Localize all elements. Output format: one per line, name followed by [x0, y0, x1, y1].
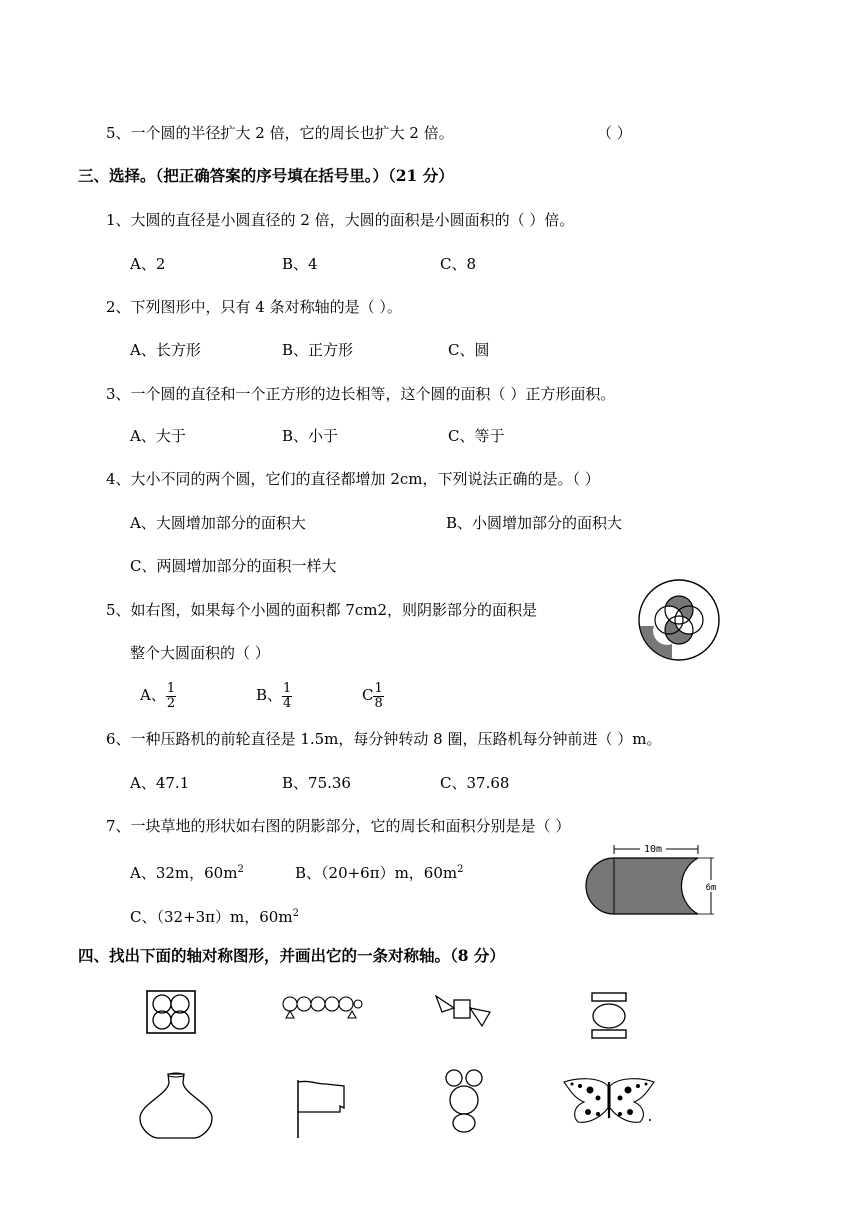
choice-q3-option-b[interactable]: B、小于 — [282, 427, 339, 445]
figure-square-four-circles[interactable] — [146, 990, 198, 1036]
grass-figure-top-label: 10m — [643, 844, 663, 855]
choice-q6-text: 6、一种压路机的前轮直径是 1.5m，每分钟转动 8 圈，压路机每分钟前进（ ）m。 — [106, 730, 662, 748]
choice-q6-option-a[interactable]: A、47.1 — [130, 774, 190, 792]
choice-q5-option-a[interactable]: A、 $\frac{1}{2}$ — [140, 680, 176, 711]
choice-q3-option-a[interactable]: A、大于 — [130, 427, 186, 445]
circles-figure — [636, 580, 722, 660]
choice-q4-option-a[interactable]: A、大圆增加部分的面积大 — [130, 514, 306, 532]
choice-q1-text: 1、大圆的直径是小圆直径的 2 倍，大圆的面积是小圆面积的（ ）倍。 — [106, 211, 575, 229]
choice-q4-text: 4、大小不同的两个圆，它们的直径都增加 2cm，下列说法正确的是。（ ） — [106, 470, 600, 488]
choice-q2-text: 2、下列图形中，只有 4 条对称轴的是（ ）。 — [106, 298, 402, 316]
choice-q2-option-b[interactable]: B、正方形 — [282, 341, 354, 359]
judge-q5-text: 5、一个圆的半径扩大 2 倍，它的周长也扩大 2 倍。 — [106, 124, 454, 142]
choice-q4-option-c[interactable]: C、两圆增加部分的面积一样大 — [130, 557, 337, 575]
figure-arrow-shape[interactable] — [434, 990, 494, 1030]
choice-q5-line1: 5、如右图，如果每个小圆的面积都 7cm2，则阴影部分的面积是 — [106, 601, 538, 619]
choice-q3-text: 3、一个圆的直径和一个正方形的边长相等，这个圆的面积（ ）正方形面积。 — [106, 385, 616, 403]
figure-circle-chain[interactable] — [282, 994, 362, 1024]
choice-q5-option-b[interactable]: B、 $\frac{1}{4}$ — [256, 680, 292, 711]
choice-q1-option-b[interactable]: B、4 — [282, 255, 318, 273]
choice-q1-option-a[interactable]: A、2 — [130, 255, 166, 273]
choice-q5-line2: 整个大圆面积的（ ） — [130, 644, 270, 662]
choice-q2-option-c[interactable]: C、圆 — [448, 341, 490, 359]
figure-butterfly[interactable] — [562, 1076, 656, 1128]
figure-stacked-circles[interactable] — [440, 1068, 490, 1134]
choice-q2-option-a[interactable]: A、长方形 — [130, 341, 201, 359]
choice-q7-text: 7、一块草地的形状如右图的阴影部分，它的周长和面积分别是是（ ） — [106, 817, 571, 835]
choice-q1-option-c[interactable]: C、8 — [440, 255, 477, 273]
choice-q7-option-b[interactable]: B、（20+6π）m，$60m^2$ — [295, 864, 464, 882]
choice-q3-option-c[interactable]: C、等于 — [448, 427, 505, 445]
choice-q5-option-c[interactable]: C $\frac{1}{8}$ — [362, 680, 383, 711]
figure-circle-between-bars[interactable] — [588, 992, 632, 1040]
grass-figure — [576, 840, 726, 920]
choice-q7-option-c[interactable]: C、（32+3π）m，$60m^2$ — [130, 908, 299, 926]
choice-q6-option-c[interactable]: C、37.68 — [440, 774, 510, 792]
choice-q6-option-b[interactable]: B、75.36 — [282, 774, 351, 792]
section-choice-heading: 三、选择。（把正确答案的序号填在括号里。）（21 分） — [78, 166, 454, 185]
figure-vase[interactable] — [136, 1072, 216, 1142]
grass-figure-side-label: 6m — [705, 883, 717, 893]
judge-q5-blank[interactable]: （ ） — [597, 124, 632, 142]
choice-q7-option-a[interactable]: A、32m，$60m^2$ — [130, 864, 244, 882]
section-symmetry-heading: 四、找出下面的轴对称图形，并画出它的一条对称轴。（8 分） — [78, 946, 505, 965]
choice-q4-option-b[interactable]: B、小圆增加部分的面积大 — [446, 514, 623, 532]
figure-flag[interactable] — [296, 1078, 348, 1140]
